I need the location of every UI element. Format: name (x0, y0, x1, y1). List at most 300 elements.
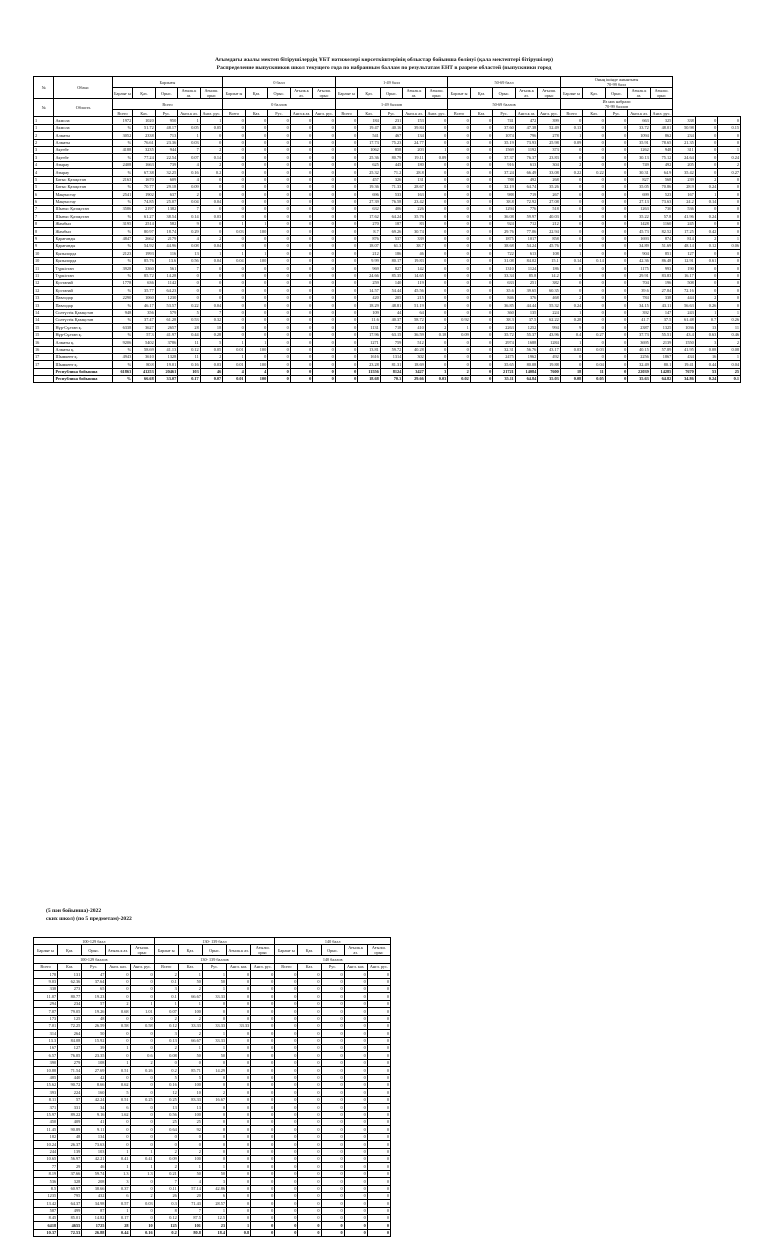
table-cell: 60.35 (538, 287, 561, 294)
table-cell: 0 (268, 117, 291, 124)
table-cell: 37.5 (515, 316, 538, 323)
table-cell: 85.35 (380, 272, 403, 279)
table-cell: 0 (344, 1111, 367, 1118)
table-cell: 0 (605, 331, 628, 338)
table-cell: 1670 (133, 176, 156, 183)
table-cell: 0 (251, 1067, 275, 1074)
table-cell: 0 (605, 257, 628, 264)
table-cell: 0 (718, 139, 741, 146)
table-row (34, 124, 741, 131)
table-cell: 0 (321, 985, 344, 992)
table-cell: 0 (344, 1118, 367, 1125)
table-cell: 0 (313, 198, 336, 205)
table-cell: 186 (538, 265, 561, 272)
table-cell: 0 (448, 257, 471, 264)
table-cell: 0 (227, 1074, 251, 1081)
table-cell: 0 (344, 1200, 367, 1207)
table-cell: 0 (448, 191, 471, 198)
table-cell: 6 (202, 1192, 226, 1199)
table-cell: 2 (154, 971, 178, 978)
table-cell: 34 (82, 1104, 106, 1111)
table-cell: 27.69 (82, 1067, 106, 1074)
table-cell: 0 (583, 220, 606, 227)
table-cell: 0 (448, 154, 471, 161)
table-cell: 719 (515, 191, 538, 198)
table-row (34, 1133, 391, 1140)
section2-title-kz: (5 пән бойынша)-2022 (46, 908, 102, 914)
table-cell: 0 (321, 1126, 344, 1133)
table-cell: 71.33 (380, 183, 403, 190)
table-cell: 0 (321, 1037, 344, 1044)
table-cell: 41.7 (628, 316, 651, 323)
table-cell: 338 (34, 985, 58, 992)
table-cell: 1 (245, 220, 268, 227)
table-cell: 0 (718, 272, 741, 279)
table-cell: 2 (154, 1163, 178, 1170)
table-cell: 10 (178, 1089, 202, 1096)
table-cell: 846 (493, 294, 516, 301)
table-cell: 325 (650, 117, 673, 124)
table-row (34, 1015, 391, 1022)
table-cell: 304 (538, 161, 561, 168)
table-cell: 1.01 (130, 1008, 154, 1015)
table-cell: % (112, 331, 132, 338)
table-cell: 0 (223, 206, 246, 213)
table-cell: 0 (227, 1185, 251, 1192)
table-cell: 0 (605, 206, 628, 213)
table-cell: 24.66 (358, 272, 381, 279)
table-cell: 1325 (650, 324, 673, 331)
table-cell: 7 (154, 1178, 178, 1185)
table-cell: 0 (448, 117, 471, 124)
table-cell: 0.04 (200, 198, 223, 205)
table-cell: 0 (605, 376, 628, 383)
table-cell: 0 (251, 985, 275, 992)
table-cell: 523 (650, 191, 673, 198)
table-cell: 0 (448, 243, 471, 250)
table-cell: 103 (178, 368, 201, 375)
table-cell: 0 (321, 1163, 344, 1170)
table-cell: 0 (367, 1222, 390, 1229)
table-cell: 0 (560, 213, 583, 220)
table-cell: 167 (34, 1045, 58, 1052)
table-cell: 7.01 (34, 1022, 58, 1029)
table-cell: 0 (344, 1104, 367, 1111)
table-cell: 0 (202, 1133, 226, 1140)
table-cell: 0.04 (178, 198, 201, 205)
subcol-count: Всего (34, 963, 58, 970)
table-row (34, 361, 741, 368)
subcol-count: Всего (560, 110, 583, 117)
table-cell: 1 (202, 1045, 226, 1052)
table-cell: 0 (367, 1118, 390, 1125)
table-cell: 8.5 (34, 1185, 58, 1192)
table-cell: 796 (515, 132, 538, 139)
table-cell: 1294 (493, 206, 516, 213)
region-cell: Түркістан (54, 265, 112, 272)
table-cell: 0 (130, 1215, 154, 1222)
table-cell: 46 (82, 1163, 106, 1170)
table-row (34, 1111, 391, 1118)
table-cell: 950 (155, 117, 178, 124)
table-cell: 0 (367, 1089, 390, 1096)
table-cell: 0 (268, 154, 291, 161)
table-cell: % (112, 361, 132, 368)
table-cell: 0 (178, 287, 201, 294)
table-cell: 2 (200, 353, 223, 360)
table-cell: 718 (380, 324, 403, 331)
table-cell: 0.08 (154, 1052, 178, 1059)
table-cell: 268 (538, 176, 561, 183)
table-cell: 0 (448, 235, 471, 242)
table-cell: 0 (298, 1215, 321, 1222)
table-cell: 17 (34, 361, 54, 368)
table-cell: 234 (673, 132, 696, 139)
table-cell: 827 (380, 265, 403, 272)
table-cell: 59.97 (515, 213, 538, 220)
table-cell: 0 (425, 124, 448, 131)
table-cell: 0 (251, 1207, 275, 1214)
table-cell: 0 (425, 206, 448, 213)
table-cell: 0 (275, 1155, 298, 1162)
table-cell: 1663 (133, 161, 156, 168)
table-cell: 61.27 (133, 213, 156, 220)
table-cell: 0 (298, 1200, 321, 1207)
table-cell: 0 (298, 1207, 321, 1214)
table-cell: 0 (298, 1229, 321, 1236)
table-cell: 9 (560, 324, 583, 331)
table-cell: 0 (245, 176, 268, 183)
table-cell: 3695 (628, 339, 651, 346)
table-row (34, 1059, 391, 1066)
table-cell: 0.08 (718, 346, 741, 353)
table-cell: 0 (202, 1059, 226, 1066)
table-cell: 0 (106, 1015, 130, 1022)
table-cell: 25 (178, 1118, 202, 1125)
table-cell: 71.43 (178, 1200, 202, 1207)
table-cell: 0 (106, 1118, 130, 1125)
table-cell: 0 (605, 198, 628, 205)
table-cell: 0 (268, 250, 291, 257)
table-cell: 0 (425, 139, 448, 146)
table-cell: 0 (275, 1104, 298, 1111)
table-cell: 485 (34, 1074, 58, 1081)
table-cell: 6 (34, 198, 54, 205)
table-cell: 0 (275, 1192, 298, 1199)
subcol-engkaz: Ағылк.к аз. (403, 88, 426, 99)
table-cell: 2 (695, 294, 718, 301)
table-cell: 633 (493, 279, 516, 286)
table-cell: 0 (344, 1222, 367, 1229)
table-cell: 0 (200, 183, 223, 190)
table-cell: 0 (605, 117, 628, 124)
table-cell: 17.62 (358, 213, 381, 220)
table-cell: 0 (298, 1022, 321, 1029)
table-cell: 57.8 (650, 213, 673, 220)
table-cell: 0 (268, 176, 291, 183)
table-cell: 17 (34, 353, 54, 360)
table-cell: 1 (202, 971, 226, 978)
table-cell: 0 (367, 1215, 390, 1222)
table-cell: 328 (58, 1178, 82, 1185)
subheader-kz (34, 88, 741, 99)
table-cell: 20461 (155, 368, 178, 375)
table-cell: 80.97 (133, 228, 156, 235)
table-cell: 0 (718, 206, 741, 213)
table-cell: 0 (223, 324, 246, 331)
table-cell: 0.03 (223, 228, 246, 235)
table-cell: 11 (34, 265, 54, 272)
region-cell: Солтүстік Қазақстан (54, 316, 112, 323)
table-cell: 43.17 (538, 346, 561, 353)
table-cell: 0.4 (560, 331, 583, 338)
table-cell: 0 (344, 1067, 367, 1074)
table-cell: 0 (605, 235, 628, 242)
table-cell: 0 (313, 220, 336, 227)
table-cell: 0 (344, 1141, 367, 1148)
region-cell: Республика бойынша (54, 376, 112, 383)
table-cell: 7 (178, 265, 201, 272)
table-cell: 0 (268, 279, 291, 286)
table-cell: % (112, 316, 132, 323)
table-cell: 0 (560, 176, 583, 183)
table-cell: 0 (583, 183, 606, 190)
table-cell: 25 (718, 368, 741, 375)
subcol-engkaz: Ағылк.к аз. (106, 945, 130, 956)
table-cell: 12 (34, 287, 54, 294)
table-cell: 0 (470, 161, 493, 168)
table-cell: 0 (335, 265, 358, 272)
subcol-engrus: Англ. рус. (313, 110, 336, 117)
table-cell: 41253 (133, 368, 156, 375)
table-row (34, 1037, 391, 1044)
table-row (34, 1141, 391, 1148)
table-cell: 0.04 (200, 257, 223, 264)
table-cell: 0 (605, 154, 628, 161)
table-cell: 11 (583, 368, 606, 375)
table-row (34, 1163, 391, 1170)
table-cell: 0.61 (695, 257, 718, 264)
table-cell: 72.25 (58, 1022, 82, 1029)
table-cell: 0 (290, 183, 313, 190)
table-cell: 0 (223, 154, 246, 161)
table-cell: 0 (367, 1015, 390, 1022)
table-row (34, 324, 741, 331)
table-row (34, 339, 741, 346)
table-cell: 0 (268, 316, 291, 323)
table-cell: 0 (298, 1089, 321, 1096)
table-cell: 178 (34, 971, 58, 978)
table-cell: 0 (275, 1052, 298, 1059)
table-cell: 11 (718, 324, 741, 331)
table-cell: 1124 (515, 265, 538, 272)
table-cell: 70.3 (380, 376, 403, 383)
table-cell: 0 (227, 1067, 251, 1074)
table-cell: 73.93 (515, 139, 538, 146)
table-cell: 0.56 (178, 257, 201, 264)
table-cell: 0 (268, 235, 291, 242)
table-cell: 0 (344, 1215, 367, 1222)
table-row (34, 1207, 391, 1214)
table-cell: 0 (130, 1089, 154, 1096)
table-cell: 30.74 (403, 228, 426, 235)
table-cell: 37.24 (493, 169, 516, 176)
table-cell: 4943 (112, 353, 132, 360)
table-cell: 0 (227, 1178, 251, 1185)
table-cell: 239 (673, 176, 696, 183)
table-cell: 0 (298, 1045, 321, 1052)
table-cell: 131 (58, 971, 82, 978)
table-cell: 0 (223, 309, 246, 316)
table-row (34, 191, 741, 198)
table-cell: 0 (470, 287, 493, 294)
table-cell: 492 (538, 353, 561, 360)
table-cell: 0 (290, 346, 313, 353)
table-cell: 0 (268, 287, 291, 294)
table-cell: 0 (367, 1037, 390, 1044)
table-cell: 294 (34, 1000, 58, 1007)
table-cell: 42.21 (82, 1155, 106, 1162)
table-cell: 5 (178, 1074, 202, 1081)
table-cell: 492 (650, 161, 673, 168)
table-cell: 0 (298, 1155, 321, 1162)
table-cell: 0 (448, 220, 471, 227)
subcol-engkaz: Англ. каз. (227, 963, 251, 970)
subcol-count: Барлығ ы (223, 88, 246, 99)
table-cell: 264 (58, 1030, 82, 1037)
table-cell: 0 (130, 1118, 154, 1125)
table-cell: 3586 (112, 206, 132, 213)
table-cell: 0 (298, 1163, 321, 1170)
table-cell: 0 (367, 1082, 390, 1089)
table-cell: 11 (178, 339, 201, 346)
table-cell: 0 (425, 316, 448, 323)
table-cell: 0 (605, 220, 628, 227)
table-cell: 0 (227, 1059, 251, 1066)
table-cell: 0 (245, 132, 268, 139)
region-cell: Түркістан (54, 272, 112, 279)
table-cell: 0.04 (200, 243, 223, 250)
table-cell: 0 (448, 146, 471, 153)
table-cell: 0 (202, 1118, 226, 1125)
table-cell: 35.65 (493, 361, 516, 368)
table-cell: 0 (560, 235, 583, 242)
table-cell: 376 (515, 294, 538, 301)
table-cell: 51.19 (403, 302, 426, 309)
table-cell: 203 (403, 146, 426, 153)
table-cell: 696 (358, 191, 381, 198)
table-cell: 160 (82, 1089, 106, 1096)
table-cell: 79.05 (58, 1008, 82, 1015)
table-cell: 0 (344, 985, 367, 992)
table-cell: 0 (583, 213, 606, 220)
table-cell: 0 (275, 1111, 298, 1118)
table-cell: % (112, 257, 132, 264)
table-cell: 0 (367, 1141, 390, 1148)
table-cell: 85.76 (133, 257, 156, 264)
subcol-count: Всего (275, 963, 298, 970)
table-cell: 0 (321, 1008, 344, 1015)
table-cell: 135 (515, 309, 538, 316)
table-cell: 2 (34, 132, 54, 139)
table-cell: 916 (493, 161, 516, 168)
table-cell: 147 (650, 309, 673, 316)
table-cell: 0 (605, 265, 628, 272)
table-cell: 0.68 (106, 1008, 130, 1015)
table-cell: 0.03 (130, 1200, 154, 1207)
table-cell: 0 (335, 287, 358, 294)
table-cell: 0 (245, 324, 268, 331)
table-cell: 3 (154, 1030, 178, 1037)
table-cell: 0 (298, 1074, 321, 1081)
table-cell: 0.07 (178, 154, 201, 161)
table-cell: 0 (290, 228, 313, 235)
table-cell: 0 (335, 176, 358, 183)
table-cell: 1094 (628, 132, 651, 139)
table-cell: 100 (245, 228, 268, 235)
table-cell: 167 (673, 191, 696, 198)
table-cell: 278 (538, 132, 561, 139)
table-cell: 108 (538, 250, 561, 257)
table-cell: 0 (268, 161, 291, 168)
table-cell: 85.8 (515, 272, 538, 279)
table-cell: 0 (290, 146, 313, 153)
table-row (34, 985, 391, 992)
table-row (34, 1178, 391, 1185)
table-cell: 85.72 (133, 272, 156, 279)
table-cell: 0 (202, 1155, 226, 1162)
table-cell: 0 (298, 1170, 321, 1177)
table-cell: 27.08 (538, 198, 561, 205)
table-cell: 190 (673, 265, 696, 272)
table-cell: 56.76 (515, 346, 538, 353)
table-cell: 0 (583, 154, 606, 161)
table-cell: 0 (268, 132, 291, 139)
table-cell: 0 (425, 228, 448, 235)
table-cell: 0 (344, 1074, 367, 1081)
table-row (34, 154, 741, 161)
table-cell: 0 (335, 279, 358, 286)
table-cell: 0.04 (223, 257, 246, 264)
table-cell: 13.3 (34, 1037, 58, 1044)
table-cell: 0 (178, 272, 201, 279)
table-cell: 0 (106, 1052, 130, 1059)
table-cell: 338 (673, 117, 696, 124)
table-cell: 7 (34, 206, 54, 213)
table-cell: 0 (367, 1170, 390, 1177)
table-cell: 0 (367, 1148, 390, 1155)
table-cell: 904 (628, 250, 651, 257)
table-cell: 100 (245, 361, 268, 368)
table-cell: 0 (290, 316, 313, 323)
table-cell: 0.1 (154, 993, 178, 1000)
table-cell: 2408 (112, 161, 132, 168)
table-cell: 536 (673, 206, 696, 213)
subcol-rus: Орыс. (321, 945, 344, 956)
table-cell: 0 (695, 124, 718, 131)
table-cell: 0 (245, 206, 268, 213)
table-cell: 73.63 (82, 1141, 106, 1148)
table-cell: 3928 (112, 265, 132, 272)
table-row (34, 309, 741, 316)
table-cell: 0 (251, 1200, 275, 1207)
table-cell: 0 (470, 368, 493, 375)
table-cell: 0 (268, 191, 291, 198)
table-cell: 10.88 (34, 1067, 58, 1074)
region-cell: Алматы (54, 132, 112, 139)
table-cell: 0.28 (560, 316, 583, 323)
table-cell: 0 (227, 1082, 251, 1089)
